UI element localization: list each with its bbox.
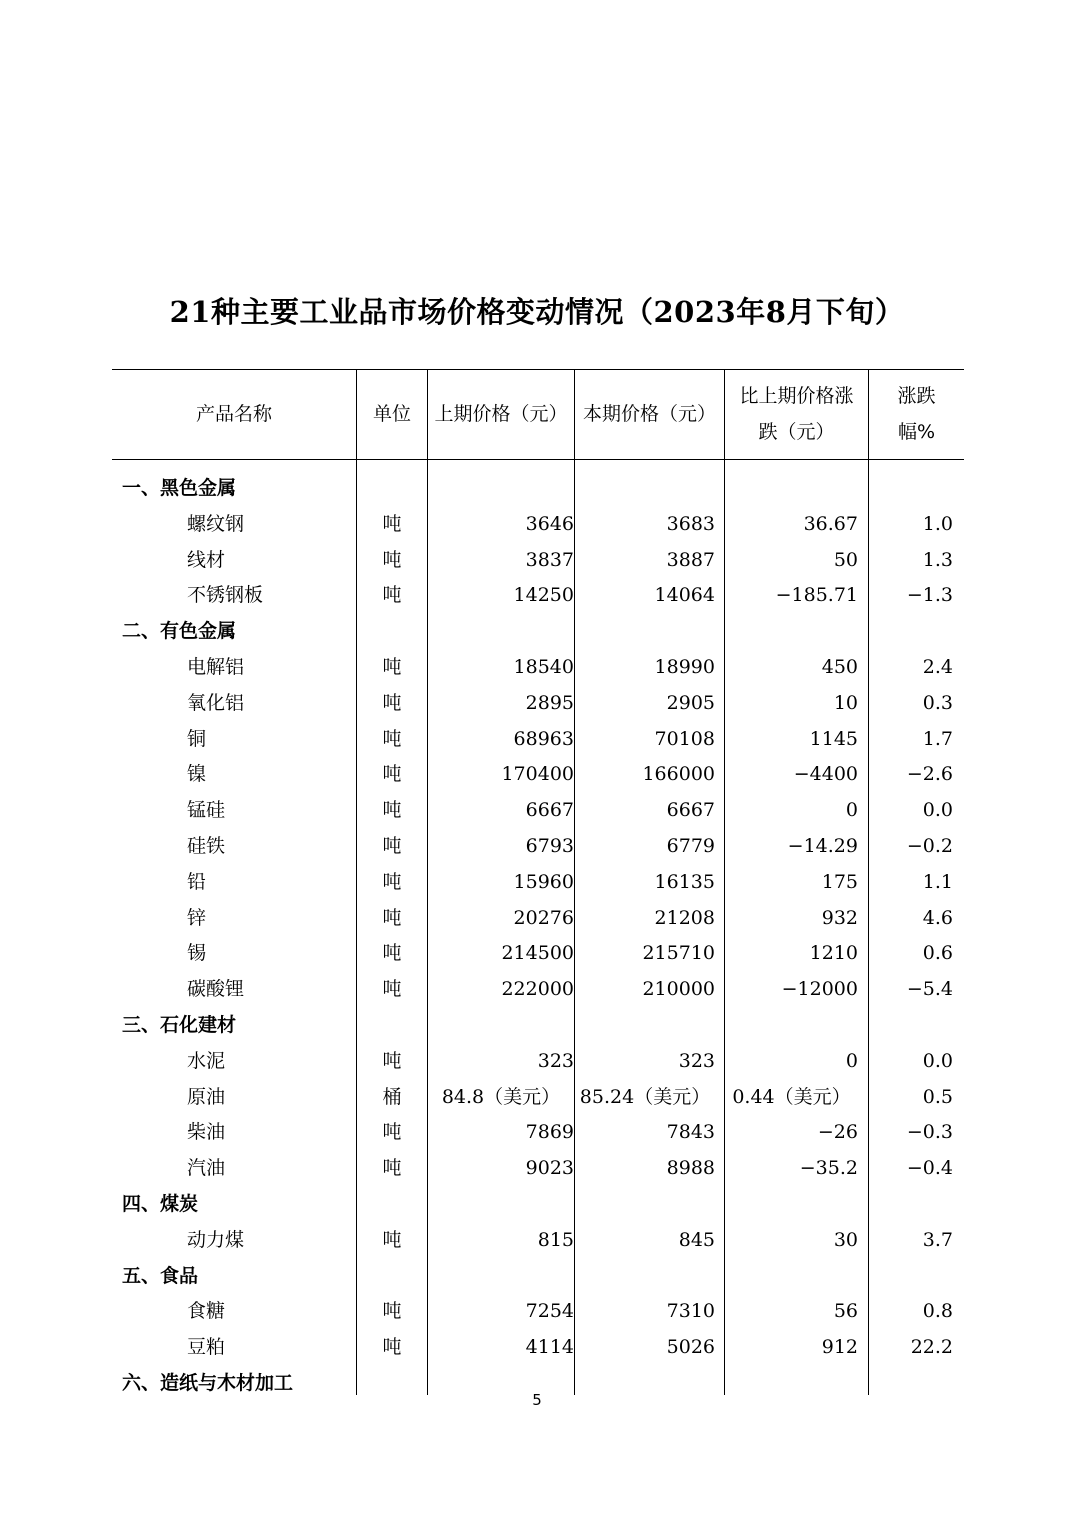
change-cell: 912 (821, 1336, 858, 1359)
unit-cell: 吨 (382, 584, 402, 607)
category-label: 六、造纸与木材加工 (122, 1372, 294, 1394)
prev-price-cell: 4114 (525, 1336, 574, 1359)
prev-price-cell: 170400 (501, 763, 574, 786)
prev-price-cell: 6793 (525, 835, 574, 857)
product-name: 锡 (187, 942, 207, 965)
table-row (112, 506, 964, 542)
cur-price-cell: 210000 (642, 978, 715, 1001)
percent-cell: 1.7 (922, 727, 953, 750)
unit-cell: 吨 (382, 870, 402, 893)
category-row (112, 470, 964, 506)
change-cell: −185.71 (775, 584, 858, 607)
table-row (112, 1079, 964, 1115)
percent-cell: −5.4 (906, 978, 953, 1001)
percent-cell: 0.8 (922, 1300, 953, 1323)
percent-cell: −2.6 (906, 763, 953, 786)
table-row (112, 1150, 964, 1186)
prev-price-cell: 815 (537, 1228, 574, 1251)
change-cell: −12000 (781, 978, 858, 1001)
header-unit: 单位 (372, 403, 411, 425)
page-number: 5 (532, 1391, 542, 1409)
category-label: 五、食品 (122, 1264, 199, 1287)
unit-cell: 吨 (382, 1300, 402, 1323)
unit-cell: 吨 (382, 835, 402, 857)
prev-price-cell: 84.8（美元） (441, 1085, 561, 1108)
table-row (112, 1114, 964, 1150)
header-percent-line2: 幅% (897, 421, 936, 443)
percent-cell: 0.0 (922, 1049, 953, 1072)
change-cell: −26 (817, 1121, 858, 1144)
unit-cell: 吨 (382, 1121, 402, 1144)
product-name: 锰硅 (187, 799, 226, 822)
unit-cell: 吨 (382, 942, 402, 965)
change-cell: 30 (833, 1228, 858, 1251)
prev-price-cell: 7869 (525, 1121, 574, 1144)
category-row (112, 613, 964, 649)
change-cell: 0 (845, 1049, 858, 1072)
unit-cell: 吨 (382, 763, 402, 786)
change-cell: 1145 (809, 727, 858, 750)
change-cell: 56 (833, 1300, 858, 1323)
change-cell: −14.29 (787, 835, 858, 857)
percent-cell: 3.7 (922, 1228, 953, 1251)
percent-cell: 0.3 (922, 691, 953, 714)
header-cur-price: 本期价格（元） (582, 403, 716, 425)
percent-cell: 22.2 (910, 1336, 953, 1359)
prev-price-cell: 15960 (513, 870, 574, 893)
change-cell: 932 (821, 906, 858, 929)
product-name: 镍 (187, 763, 207, 786)
change-cell: 0.44（美元） (732, 1085, 851, 1108)
header-percent-line1: 涨跌 (897, 385, 936, 407)
cur-price-cell: 323 (678, 1049, 715, 1072)
cur-price-cell: 18990 (654, 656, 715, 678)
product-name: 原油 (187, 1085, 226, 1108)
table-row (112, 828, 964, 864)
cur-price-cell: 3683 (666, 512, 715, 535)
page-title: 21种主要工业品市场价格变动情况（2023年8月下旬） (169, 295, 905, 329)
prev-price-cell: 14250 (513, 584, 574, 607)
table-row (112, 1222, 964, 1258)
unit-cell: 吨 (382, 727, 402, 750)
cur-price-cell: 215710 (642, 942, 715, 965)
prev-price-cell: 20276 (513, 906, 574, 929)
table-row (112, 542, 964, 578)
unit-cell: 吨 (382, 691, 402, 714)
table-row (112, 935, 964, 971)
cur-price-cell: 21208 (654, 906, 715, 929)
product-name: 铅 (187, 870, 207, 893)
percent-cell: −0.3 (906, 1121, 953, 1144)
unit-cell: 吨 (382, 799, 402, 822)
change-cell: 50 (833, 548, 858, 571)
table-row (112, 971, 964, 1007)
change-cell: 450 (821, 656, 858, 678)
table-row (112, 649, 964, 685)
header-percent (869, 369, 964, 459)
table-row (112, 1329, 964, 1365)
cur-price-cell: 5026 (666, 1336, 715, 1359)
percent-cell: 0.6 (922, 942, 953, 965)
prev-price-cell: 7254 (525, 1300, 574, 1323)
product-name: 硅铁 (187, 835, 226, 857)
change-cell: 0 (845, 799, 858, 822)
table-row (112, 864, 964, 900)
product-name: 豆粕 (187, 1336, 226, 1359)
product-name: 氧化铝 (187, 691, 245, 714)
prev-price-cell: 2895 (525, 691, 574, 714)
unit-cell: 吨 (382, 1157, 402, 1180)
product-name: 柴油 (187, 1121, 226, 1144)
table-row (112, 756, 964, 792)
category-label: 一、黑色金属 (122, 477, 237, 499)
header-change-line2: 跌（元） (758, 421, 835, 443)
header-prev-price: 上期价格（元） (434, 403, 568, 425)
prev-price-cell: 9023 (525, 1157, 574, 1180)
product-name: 螺纹钢 (187, 512, 245, 535)
unit-cell: 吨 (382, 656, 402, 678)
category-row (112, 1258, 964, 1294)
product-name: 线材 (187, 548, 226, 571)
percent-cell: 2.4 (922, 656, 953, 678)
prev-price-cell: 323 (537, 1049, 574, 1072)
cur-price-cell: 14064 (654, 584, 715, 607)
unit-cell: 吨 (382, 906, 402, 929)
percent-cell: 0.5 (922, 1085, 953, 1108)
change-cell: 36.67 (803, 512, 858, 535)
percent-cell: −1.3 (906, 584, 953, 607)
cur-price-cell: 845 (678, 1228, 715, 1251)
unit-cell: 吨 (382, 548, 402, 571)
product-name: 水泥 (187, 1049, 226, 1072)
unit-cell: 吨 (382, 512, 402, 535)
unit-cell: 吨 (382, 1228, 402, 1251)
cur-price-cell: 3887 (666, 548, 715, 571)
table-row (112, 792, 964, 828)
cur-price-cell: 85.24（美元） (579, 1085, 711, 1108)
prev-price-cell: 214500 (501, 942, 574, 965)
product-name: 铜 (187, 727, 207, 750)
product-name: 电解铝 (187, 656, 245, 678)
percent-cell: 1.0 (922, 512, 953, 535)
percent-cell: −0.2 (906, 835, 953, 857)
unit-cell: 桶 (382, 1085, 402, 1108)
product-name: 碳酸锂 (187, 978, 245, 1001)
percent-cell: 4.6 (922, 906, 953, 929)
product-name: 不锈钢板 (187, 584, 264, 607)
product-name: 锌 (187, 906, 207, 929)
cur-price-cell: 6667 (666, 799, 715, 822)
product-name: 食糖 (187, 1300, 226, 1323)
cur-price-cell: 7843 (666, 1121, 715, 1144)
cur-price-cell: 7310 (666, 1300, 715, 1323)
cur-price-cell: 8988 (666, 1157, 715, 1180)
change-cell: 10 (833, 691, 858, 714)
percent-cell: −0.4 (906, 1157, 953, 1180)
cur-price-cell: 166000 (642, 763, 715, 786)
table-row (112, 1043, 964, 1079)
category-row (112, 1007, 964, 1043)
prev-price-cell: 68963 (513, 727, 574, 750)
cur-price-cell: 70108 (654, 727, 715, 750)
prev-price-cell: 6667 (525, 799, 574, 822)
change-cell: 1210 (809, 942, 858, 965)
header-change-line1: 比上期价格涨 (739, 385, 854, 407)
unit-cell: 吨 (382, 1049, 402, 1072)
change-cell: −35.2 (799, 1157, 858, 1180)
product-name: 动力煤 (187, 1228, 245, 1251)
unit-cell: 吨 (382, 1336, 402, 1359)
prev-price-cell: 18540 (513, 656, 574, 678)
cur-price-cell: 16135 (654, 870, 715, 893)
prev-price-cell: 3646 (525, 512, 574, 535)
header-name: 产品名称 (195, 403, 272, 425)
percent-cell: 1.1 (922, 870, 953, 893)
header-change (725, 369, 868, 459)
prev-price-cell: 222000 (501, 978, 574, 1001)
product-name: 汽油 (187, 1157, 226, 1180)
table-row (112, 721, 964, 757)
table-row (112, 1293, 964, 1329)
cur-price-cell: 2905 (666, 691, 715, 714)
table-row (112, 577, 964, 613)
category-label: 二、有色金属 (122, 620, 237, 643)
category-label: 三、石化建材 (122, 1014, 237, 1036)
prev-price-cell: 3837 (525, 548, 574, 571)
unit-cell: 吨 (382, 978, 402, 1001)
table-row (112, 900, 964, 936)
header-bottom-rule (112, 459, 964, 460)
category-label: 四、煤炭 (122, 1193, 199, 1215)
cur-price-cell: 6779 (666, 835, 715, 857)
change-cell: −4400 (793, 763, 858, 786)
percent-cell: 1.3 (922, 548, 953, 571)
change-cell: 175 (821, 870, 858, 893)
percent-cell: 0.0 (922, 799, 953, 822)
category-row (112, 1186, 964, 1222)
table-row (112, 685, 964, 721)
